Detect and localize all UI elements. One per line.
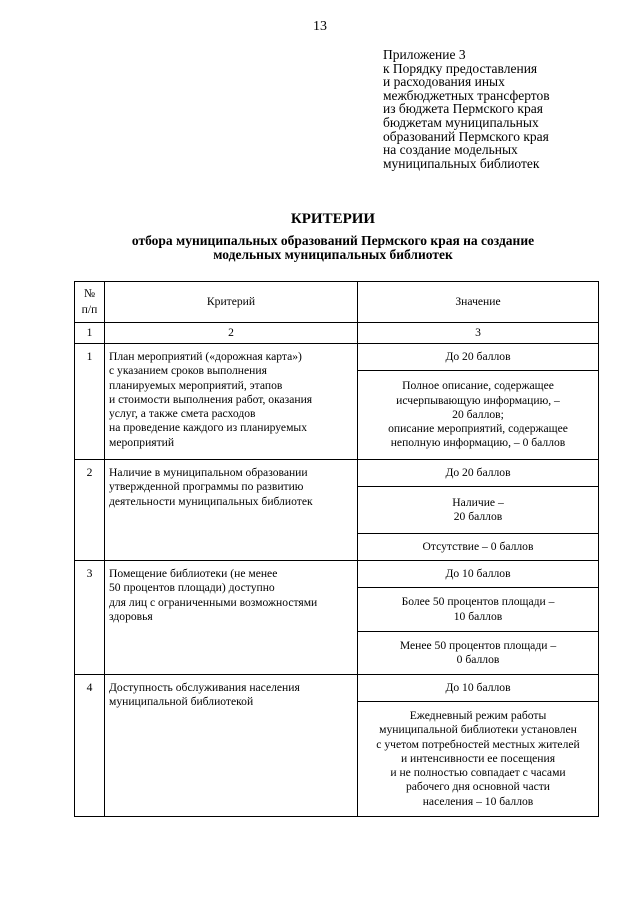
criterion-line: утвержденной программы по развитию: [109, 480, 304, 494]
appendix-line: на создание модельных: [383, 142, 518, 158]
column-number: 3: [358, 323, 599, 344]
row-number: 2: [75, 460, 105, 561]
header-value: Значение: [358, 282, 599, 323]
value-line: До 10 баллов: [445, 566, 511, 580]
criterion-line: на проведение каждого из планируемых: [109, 421, 307, 435]
header-num-line: №: [83, 287, 96, 300]
value-line: муниципальной библиотеки установлен: [379, 723, 577, 737]
criterion-line: деятельности муниципальных библиотек: [109, 494, 313, 508]
value-line: Менее 50 процентов площади –: [399, 638, 557, 652]
page-number: 13: [313, 19, 327, 34]
value-line: До 10 баллов: [445, 680, 511, 694]
appendix-line: бюджетам муниципальных: [383, 114, 539, 130]
value-line: Более 50 процентов площади –: [401, 595, 555, 609]
criterion-line: мероприятий: [109, 435, 175, 449]
value-cell: [358, 487, 599, 534]
value-cell: [358, 534, 599, 561]
table-row: [75, 561, 599, 588]
criterion-line: услуг, а также смета расходов: [109, 407, 256, 421]
value-cell: [358, 675, 599, 702]
value-line: с учетом потребностей местных жителей: [376, 737, 580, 751]
criterion-cell: [105, 675, 358, 817]
subtitle-line: модельных муниципальных библиотек: [213, 247, 453, 262]
criterion-line: Наличие в муниципальном образовании: [109, 466, 308, 479]
appendix-line: из бюджета Пермского края: [383, 101, 543, 117]
criterion-line: с указанием сроков выполнения: [109, 364, 267, 378]
appendix-line: образований Пермского края: [383, 128, 549, 144]
criterion-line: для лиц с ограниченными возможностями: [109, 595, 318, 609]
header-num: [75, 282, 105, 323]
value-cell: [358, 460, 599, 487]
value-line: До 20 баллов: [445, 349, 511, 363]
subtitle-line: отбора муниципальных образований Пермского края на создание: [131, 233, 535, 248]
value-cell: [358, 632, 599, 675]
value-line: Наличие –: [452, 495, 504, 509]
column-number-row: [75, 323, 599, 344]
document-title: КРИТЕРИИ: [290, 211, 376, 227]
column-number: 2: [105, 323, 358, 344]
appendix-line: Приложение 3: [383, 47, 466, 62]
value-line: описание мероприятий, содержащее: [388, 422, 568, 436]
value-line: неполную информацию, – 0 баллов: [390, 436, 566, 450]
criterion-line: 50 процентов площади) доступно: [109, 581, 275, 595]
document-subtitle: [0, 234, 640, 262]
criterion-line: муниципальной библиотекой: [109, 695, 254, 709]
value-line: Отсутствие – 0 баллов: [422, 539, 534, 553]
table-row: [75, 460, 599, 487]
appendix-line: и расходования иных: [383, 74, 505, 90]
value-cell: [358, 588, 599, 632]
appendix-line: муниципальных библиотек: [383, 155, 540, 171]
criterion-cell: [105, 344, 358, 460]
appendix-line: к Порядку предоставления: [383, 60, 538, 76]
value-cell: [358, 371, 599, 460]
header-criterion: Критерий: [105, 282, 358, 323]
value-line: исчерпывающую информацию, –: [396, 393, 560, 407]
value-line: До 20 баллов: [445, 465, 511, 479]
value-line: и интенсивности ее посещения: [400, 751, 556, 765]
criterion-line: и стоимости выполнения работ, оказания: [109, 392, 313, 406]
criterion-cell: [105, 460, 358, 561]
value-line: Ежедневный режим работы: [409, 708, 547, 722]
criteria-table: [74, 281, 599, 817]
value-line: рабочего дня основной части: [405, 780, 551, 794]
row-number: 1: [75, 344, 105, 460]
column-number: 1: [75, 323, 105, 344]
value-line: 20 баллов: [453, 510, 503, 523]
value-line: Полное описание, содержащее: [402, 379, 554, 393]
row-number: 3: [75, 561, 105, 675]
criterion-line: План мероприятий («дорожная карта»): [109, 350, 302, 363]
table-header-row: [75, 282, 599, 323]
value-cell: [358, 702, 599, 817]
criterion-line: Помещение библиотеки (не менее: [109, 567, 278, 580]
criterion-cell: [105, 561, 358, 675]
value-cell: [358, 561, 599, 588]
value-cell: [358, 344, 599, 371]
criterion-line: Доступность обслуживания населения: [109, 681, 300, 694]
appendix-note: [383, 48, 628, 170]
value-line: 20 баллов;: [452, 407, 504, 421]
value-line: населения – 10 баллов: [422, 794, 534, 808]
criterion-line: планируемых мероприятий, этапов: [109, 378, 283, 392]
value-line: 10 баллов: [453, 609, 503, 623]
value-line: 0 баллов: [456, 653, 500, 666]
header-num-line: п/п: [81, 303, 98, 316]
row-number: 4: [75, 675, 105, 817]
value-line: и не полностью совпадает с часами: [390, 766, 566, 780]
criterion-line: здоровья: [109, 609, 153, 623]
table-row: [75, 675, 599, 702]
table-row: [75, 344, 599, 371]
appendix-line: межбюджетных трансфертов: [383, 87, 550, 103]
